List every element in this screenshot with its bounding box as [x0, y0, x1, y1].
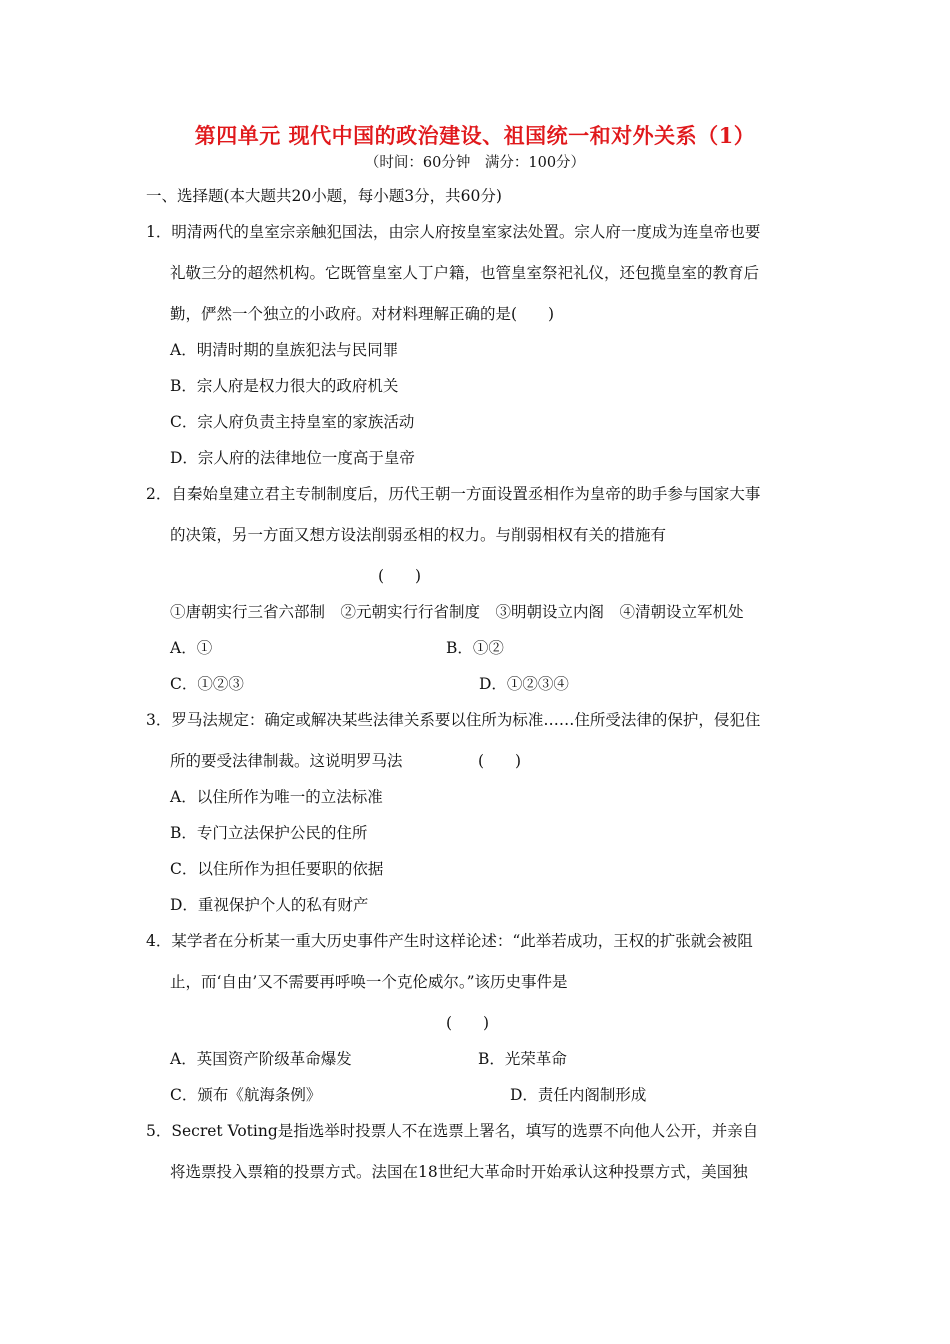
question-2-option-c: C．①②③: [170, 675, 244, 693]
question-1-option-c: C．宗人府负责主持皇室的家族活动: [170, 413, 415, 431]
question-2-option-d: D．①②③④: [479, 675, 569, 693]
question-2-option-a: A．①: [170, 639, 213, 657]
question-5-stem-line-2: 将选票投入票箱的投票方式。法国在18世纪大革命时开始承认这种投票方式，美国独: [170, 1163, 748, 1181]
question-2-items: ①唐朝实行三省六部制 ②元朝实行行省制度 ③明朝设立内阁 ④清朝设立军机处: [170, 603, 744, 621]
question-1-stem-line-3: 勤，俨然一个独立的小政府。对材料理解正确的是( ): [170, 305, 555, 323]
section-heading: 一、选择题(本大题共20小题，每小题3分，共60分): [146, 187, 502, 205]
question-1-option-a: A．明清时期的皇族犯法与民同罪: [170, 341, 399, 359]
question-4-stem-line-2: 止，而‘自由’又不需要再呼唤一个克伦威尔。”该历史事件是: [170, 973, 568, 991]
exam-info: （时间：60分钟 满分：100分）: [364, 155, 586, 171]
question-4-option-c: C．颁布《航海条例》: [170, 1086, 322, 1104]
question-2-option-b: B．①②: [446, 639, 504, 657]
question-3-answer-blank: ( ): [478, 752, 522, 770]
question-1-option-b: B．宗人府是权力很大的政府机关: [170, 377, 399, 395]
question-4-stem-line-1: 4．某学者在分析某一重大历史事件产生时这样论述：“此举若成功，王权的扩张就会被阻: [146, 932, 753, 950]
question-3-option-d: D．重视保护个人的私有财产: [170, 896, 369, 914]
question-5-stem-line-1: 5．Secret Voting是指选举时投票人不在选票上署名，填写的选票不向他人公开，并亲自: [146, 1122, 759, 1140]
question-4-option-b: B．光荣革命: [478, 1050, 567, 1068]
question-3-stem-line-1: 3．罗马法规定：确定或解决某些法律关系要以住所为标准……住所受法律的保护，侵犯住: [146, 711, 761, 729]
question-1-option-d: D．宗人府的法律地位一度高于皇帝: [170, 449, 415, 467]
question-2-stem-line-2: 的决策，另一方面又想方设法削弱丞相的权力。与削弱相权有关的措施有: [170, 526, 667, 544]
question-4-answer-blank: ( ): [446, 1014, 490, 1032]
page-title: 第四单元 现代中国的政治建设、祖国统一和对外关系（1）: [194, 123, 756, 148]
question-1-stem-line-2: 礼敬三分的超然机构。它既管皇室人丁户籍，也管皇室祭祀礼仪，还包揽皇室的教育后: [170, 264, 760, 282]
question-4-option-a: A．英国资产阶级革命爆发: [170, 1050, 352, 1068]
question-2-stem-line-1: 2．自秦始皇建立君主专制制度后，历代王朝一方面设置丞相作为皇帝的助手参与国家大事: [146, 485, 761, 503]
question-3-option-c: C．以住所作为担任要职的依据: [170, 860, 384, 878]
question-3-option-a: A．以住所作为唯一的立法标准: [170, 788, 383, 806]
question-4-option-d: D．责任内阁制形成: [510, 1086, 647, 1104]
question-3-option-b: B．专门立法保护公民的住所: [170, 824, 368, 842]
question-3-stem-line-2: 所的要受法律制裁。这说明罗马法: [170, 752, 403, 770]
question-2-answer-blank: ( ): [378, 567, 422, 585]
question-1-stem-line-1: 1．明清两代的皇室宗亲触犯国法，由宗人府按皇室家法处置。宗人府一度成为连皇帝也要: [146, 223, 761, 241]
